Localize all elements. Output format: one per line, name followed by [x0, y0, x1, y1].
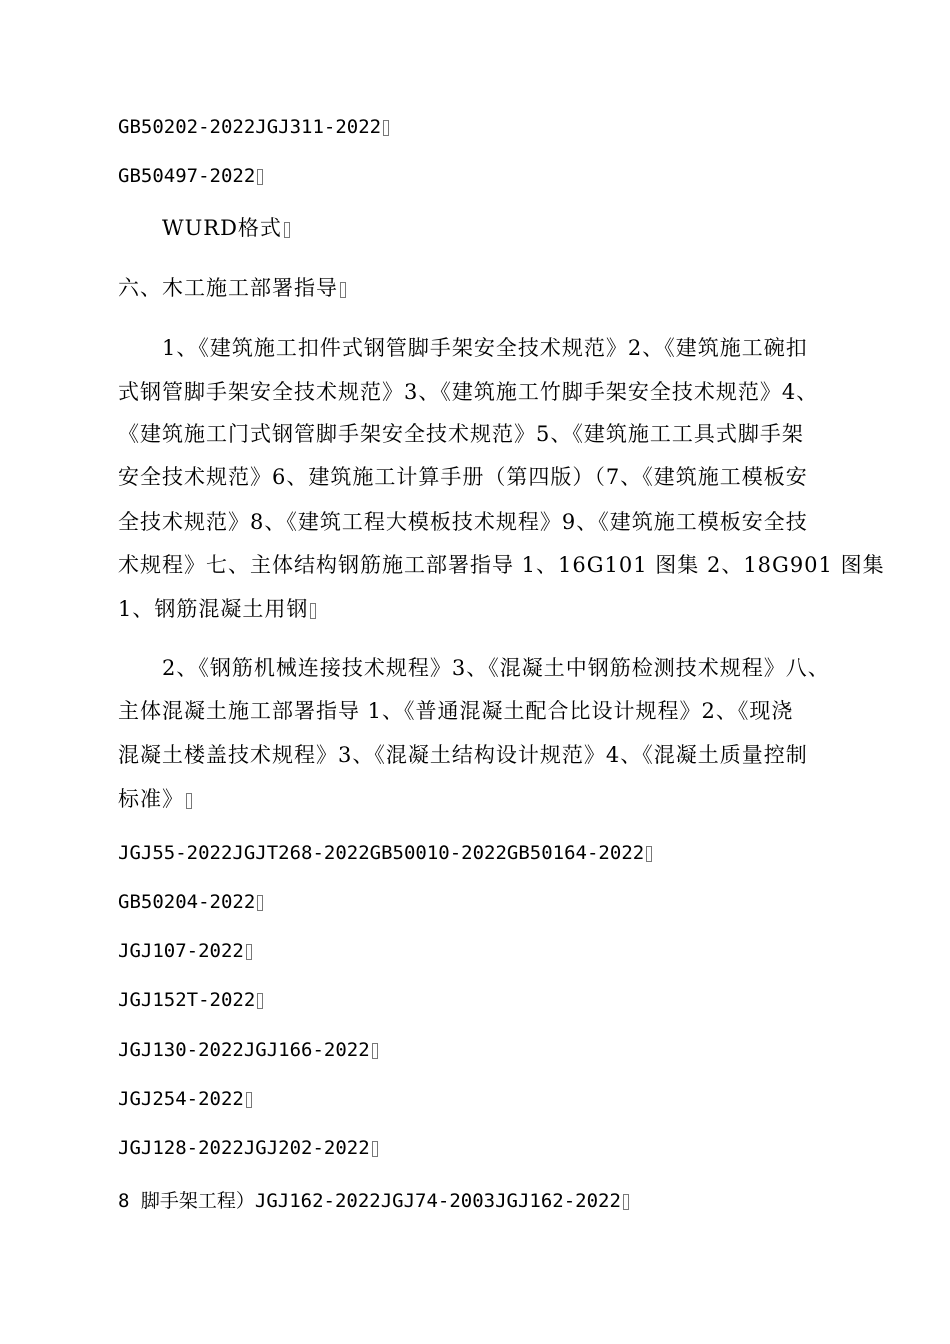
paragraph-mark-icon — [310, 603, 316, 619]
paragraph-mark-icon — [257, 895, 263, 911]
text-line-content: JGJ130-2022JGJ166-2022 — [118, 1039, 370, 1061]
text-line — [118, 891, 263, 913]
paragraph-mark-icon — [372, 1043, 378, 1059]
paragraph-mark-icon — [246, 944, 252, 960]
text-line-content: 1、钢筋混凝土用钢 — [118, 597, 309, 621]
text-line-content: 2、《钢筋机械连接技术规程》3、《混凝土中钢筋检测技术规程》八、 — [162, 656, 830, 680]
text-line — [118, 989, 263, 1011]
text-line — [118, 940, 252, 962]
text-line — [118, 418, 804, 448]
text-line-content: JGJ128-2022JGJ202-2022 — [118, 1137, 370, 1159]
paragraph-mark-icon — [246, 1092, 252, 1108]
text-line-content: JGJ107-2022 — [118, 940, 244, 962]
paragraph-mark-icon — [257, 169, 263, 185]
text-line — [118, 461, 808, 491]
text-line-content: 六、木工施工部署指导 — [118, 276, 338, 300]
text-line-content: GB50202-2022JGJ311-2022 — [118, 116, 382, 138]
text-line-content: 1、《建筑施工扣件式钢管脚手架安全技术规范》2、《建筑施工碗扣 — [162, 336, 808, 360]
paragraph-mark-icon — [623, 1194, 629, 1210]
text-line — [118, 695, 793, 725]
text-line — [162, 332, 808, 362]
text-line-content: JGJ152T-2022 — [118, 989, 256, 1011]
paragraph-mark-icon — [383, 120, 389, 136]
text-line — [118, 1186, 629, 1213]
text-line — [118, 165, 263, 187]
text-line — [118, 1088, 252, 1110]
text-line-content: WURD格式 — [162, 216, 282, 240]
text-line — [118, 593, 316, 623]
text-line-content: 全技术规范》8、《建筑工程大模板技术规程》9、《建筑施工模板安全技 — [118, 510, 808, 534]
text-line — [118, 116, 389, 138]
paragraph-mark-icon — [257, 993, 263, 1009]
paragraph-mark-icon — [372, 1141, 378, 1157]
text-line — [118, 783, 192, 813]
text-line-content: JGJ55-2022JGJT268-2022GB50010-2022GB50164-2022 — [118, 842, 645, 864]
text-line-content: 标准》 — [118, 787, 184, 811]
text-line-content: JGJ254-2022 — [118, 1088, 244, 1110]
text-line — [162, 212, 290, 242]
text-line — [118, 739, 808, 769]
text-line-content: 术规程》七、主体结构钢筋施工部署指导 1、16G101 图集 2、18G901 图集 — [118, 553, 885, 577]
paragraph-mark-icon — [340, 282, 346, 298]
text-line-content: 安全技术规范》6、建筑施工计算手册（第四版）（7、《建筑施工模板安 — [118, 465, 808, 489]
text-line — [118, 506, 808, 536]
paragraph-mark-icon — [646, 846, 652, 862]
text-line — [118, 1137, 378, 1159]
text-line — [162, 652, 830, 682]
text-line — [118, 376, 818, 406]
section-heading — [118, 272, 346, 302]
text-line-content: 8 脚手架工程）JGJ162-2022JGJ74-2003JGJ162-2022 — [118, 1190, 621, 1212]
paragraph-mark-icon — [186, 793, 192, 809]
text-line-content: 《建筑施工门式钢管脚手架安全技术规范》5、《建筑施工工具式脚手架 — [118, 422, 804, 446]
text-line-content: 式钢管脚手架安全技术规范》3、《建筑施工竹脚手架安全技术规范》4、 — [118, 380, 819, 404]
text-line-content: 主体混凝土施工部署指导 1、《普通混凝土配合比设计规程》2、《现浇 — [118, 699, 794, 723]
paragraph-mark-icon — [284, 222, 290, 238]
text-line-content: 混凝土楼盖技术规程》3、《混凝土结构设计规范》4、《混凝土质量控制 — [118, 743, 808, 767]
text-line-content: GB50497-2022 — [118, 165, 256, 187]
text-line — [118, 549, 885, 579]
text-line-content: GB50204-2022 — [118, 891, 256, 913]
text-line — [118, 1039, 378, 1061]
text-line — [118, 842, 652, 864]
